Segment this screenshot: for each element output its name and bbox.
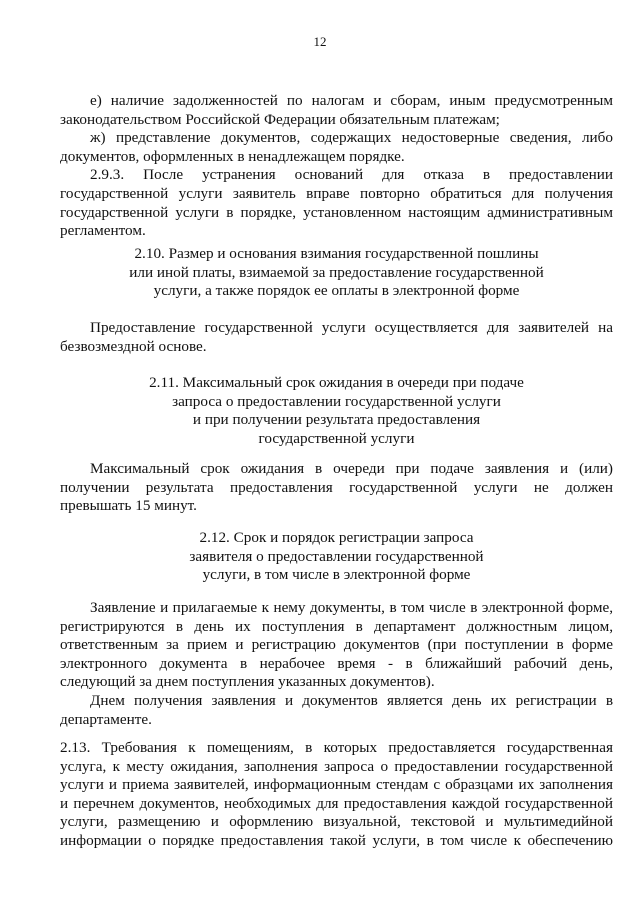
heading-line: услуги, в том числе в электронной форме [202, 566, 471, 584]
section-heading-2-12 [60, 529, 613, 585]
text-line: Заявление и прилагаемые к нему документы, в том числе в электронной форме, [90, 599, 613, 616]
text-line: государственной услуги в порядке, установленном настоящим административным [60, 203, 613, 221]
heading-line: и при получении результата предоставления [192, 411, 481, 429]
heading-line: 2.10. Размер и основания взимания государственной пошлины [134, 245, 539, 262]
text-line: услуги и приема заявителей, информационным стендам с образцами их заполнения [60, 776, 613, 794]
paragraph-2-12 [60, 599, 613, 729]
text-line: услуга, к месту ожидания, заполнения запроса о предоставлении государственной [60, 757, 613, 775]
text-line: Максимальный срок ожидания в очереди при подаче заявления и (или) [90, 460, 613, 477]
heading-line: 2.12. Срок и порядок регистрации запроса [199, 529, 474, 546]
section-heading-2-11 [60, 374, 613, 448]
text-line: электронного документа в нерабочее время - в ближайший рабочий день, [60, 654, 613, 672]
paragraph-block-2-9 [60, 92, 613, 241]
text-line: регистрируются в день их поступления в департамент должностным лицом, [60, 617, 613, 635]
paragraph-2-13 [60, 739, 613, 851]
section-heading-2-10 [60, 245, 613, 301]
heading-line: 2.11. Максимальный срок ожидания в очереди при подаче [149, 374, 524, 391]
text-line: ж) представление документов, содержащих недостоверные сведения, либо [90, 129, 613, 147]
text-line: превышать 15 минут. [60, 497, 197, 515]
text-line: и перечнем документов, необходимых для предоставления каждой государственной [60, 794, 613, 812]
text-line: е) наличие задолженностей по налогам и сборам, иным предусмотренным [90, 92, 613, 109]
text-line: услуги, размещению и оформлению визуальной, текстовой и мультимедийной [60, 813, 613, 831]
text-line: безвозмездной основе. [60, 337, 207, 355]
text-line: государственной услуги заявитель вправе повторно обратиться для получения [60, 184, 613, 202]
text-line: 2.9.3. После устранения оснований для отказа в предоставлении [90, 166, 613, 184]
text-line: документов, оформленных в ненадлежащем порядке. [60, 147, 405, 165]
page-number: 12 [313, 34, 327, 49]
heading-line: услуги, а также порядок ее оплаты в электронной форме [153, 282, 520, 300]
heading-line: или иной платы, взимаемой за предоставление государственной [129, 263, 544, 281]
text-line: департаменте. [60, 710, 152, 728]
text-line: следующий за днем поступления указанных документов). [60, 673, 435, 691]
text-line: Предоставление государственной услуги осуществляется для заявителей на [90, 319, 613, 336]
text-line: законодательством Российской Федерации обязательным платежам; [60, 110, 500, 128]
text-line: получении результата предоставления государственной услуги не должен [60, 478, 613, 496]
heading-line: заявителя о предоставлении государственной [189, 547, 484, 565]
paragraph-2-11 [60, 460, 613, 516]
text-line: регламентом. [60, 222, 146, 240]
text-line: информации о порядке предоставления такой услуги, в том числе к обеспечению [60, 831, 613, 849]
text-line: Днем получения заявления и документов является день их регистрации в [90, 691, 613, 709]
text-line: 2.13. Требования к помещениям, в которых предоставляется государственная [60, 739, 613, 756]
paragraph-2-10 [60, 319, 613, 356]
text-line: ответственным за прием и регистрацию документов (при поступлении в форме [60, 636, 613, 654]
heading-line: запроса о предоставлении государственной услуги [172, 392, 501, 410]
heading-line: государственной услуги [258, 429, 415, 447]
